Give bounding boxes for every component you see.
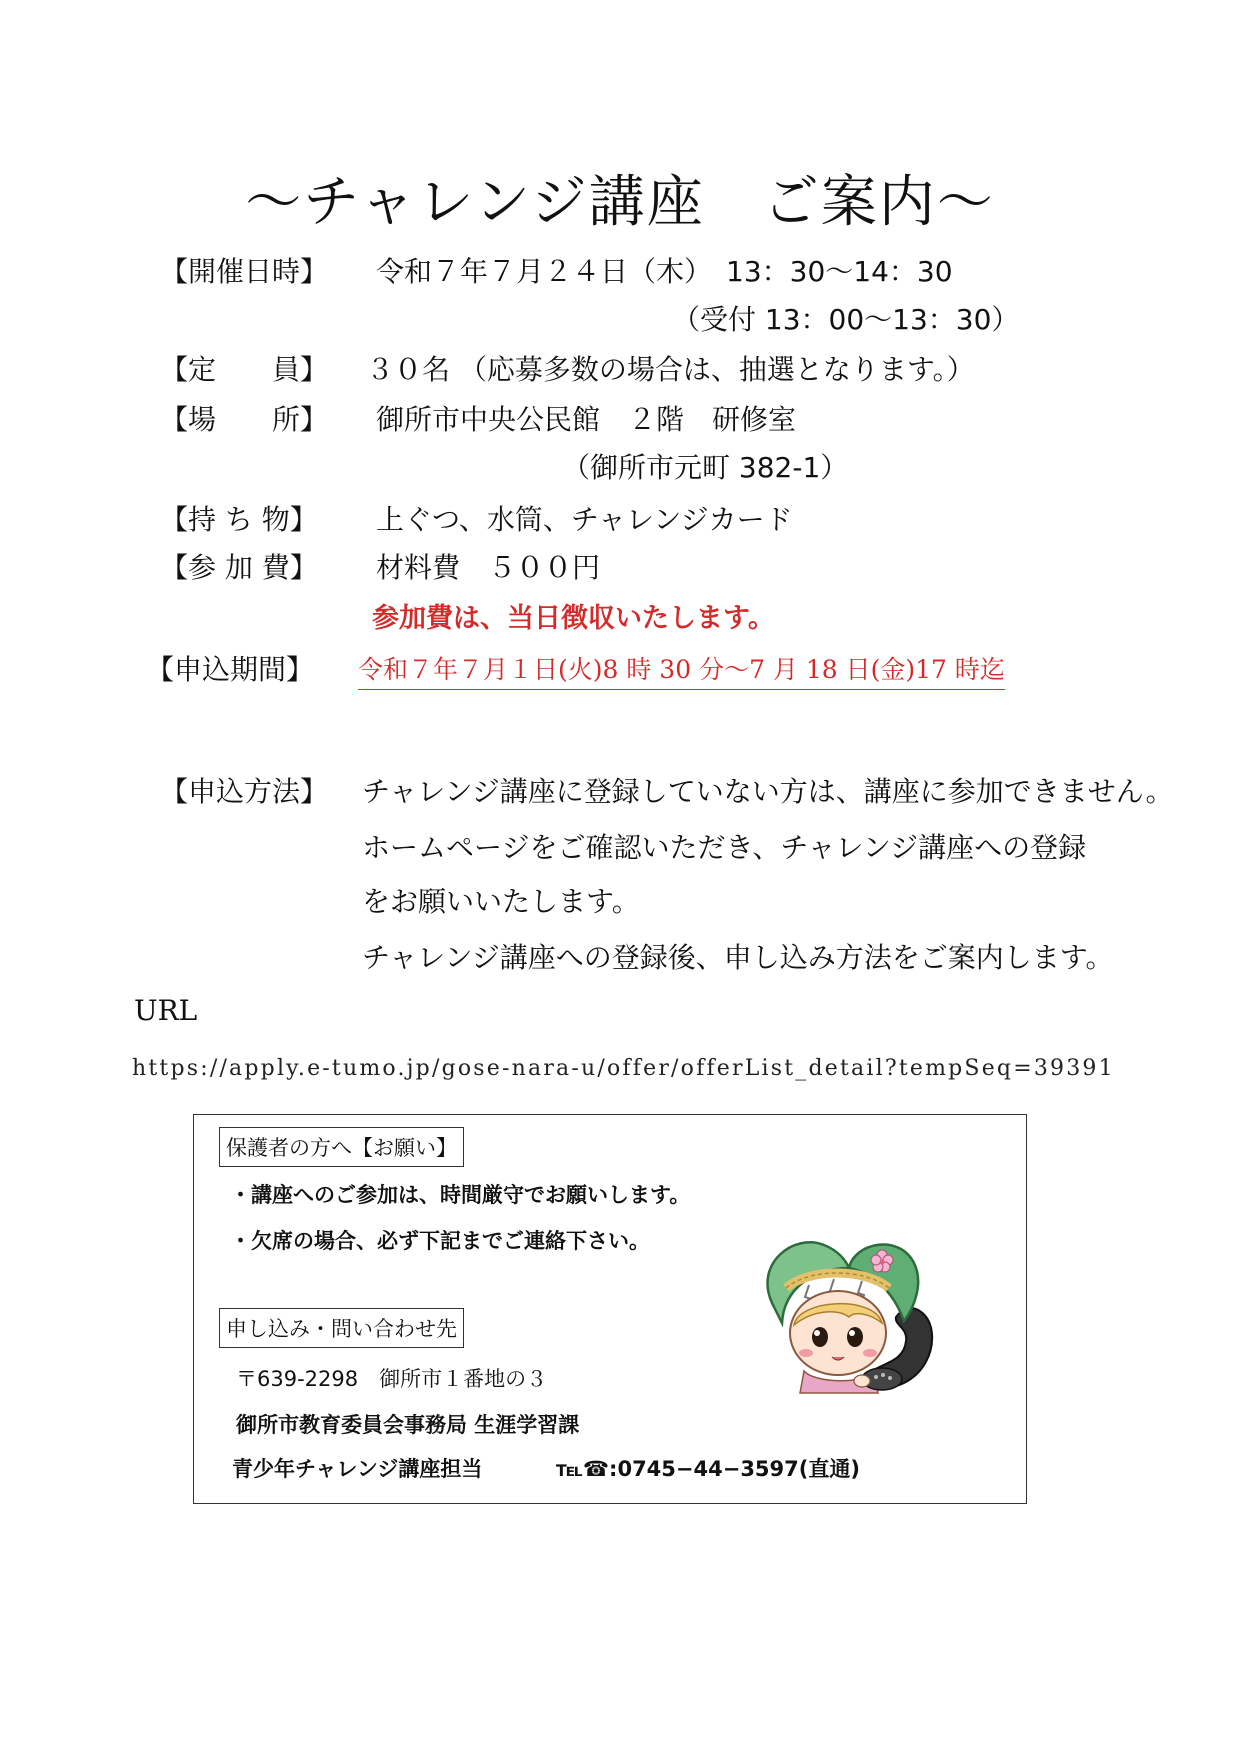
capacity-value: ３０名 （応募多数の場合は、抽選となります。） bbox=[366, 353, 975, 386]
url-label: URL bbox=[134, 994, 198, 1027]
method-line: チャレンジ講座に登録していない方は、講座に参加できません。 bbox=[362, 775, 1174, 808]
fee-note: 参加費は、当日徴収いたします。 bbox=[372, 603, 775, 634]
capacity-label: 【定 員】 bbox=[160, 353, 329, 386]
period-label: 【申込期間】 bbox=[146, 653, 315, 686]
url-link[interactable]: https://apply.e-tumo.jp/gose-nara-u/offer/offerList_detail?tempSeq=39391 bbox=[132, 1056, 1115, 1081]
datetime-value: 令和７年７月２４日（木） 13：30～14：30 bbox=[376, 255, 953, 288]
period-value: 令和７年７月１日(火)8 時 30 分～7 月 18 日(金)17 時迄 bbox=[358, 650, 1005, 690]
method-line: ホームページをご確認いただき、チャレンジ講座への登録 bbox=[362, 831, 1087, 864]
place-label: 【場 所】 bbox=[160, 403, 329, 436]
datetime-label: 【開催日時】 bbox=[160, 255, 329, 288]
items-value: 上ぐつ、水筒、チャレンジカード bbox=[376, 503, 793, 536]
items-label: 【持 ち 物】 bbox=[160, 503, 318, 536]
place-value: 御所市中央公民館 ２階 研修室 bbox=[376, 403, 797, 436]
place-address: （御所市元町 382-1） bbox=[562, 451, 849, 484]
reception-time: （受付 13：00～13：30） bbox=[672, 303, 1020, 336]
contact-address: 〒639-2298 御所市１番地の３ bbox=[236, 1367, 548, 1391]
notice-item: ・欠席の場合、必ず下記までご連絡下さい。 bbox=[230, 1229, 650, 1253]
mascot-phone-character-icon bbox=[754, 1233, 944, 1403]
notice-heading: 保護者の方へ【お願い】 bbox=[219, 1127, 464, 1167]
method-line: チャレンジ講座への登録後、申し込み方法をご案内します。 bbox=[362, 941, 1114, 974]
contact-phone: ℡☎:0745−44−3597(直通) bbox=[556, 1457, 860, 1481]
contact-person: 青少年チャレンジ講座担当 bbox=[232, 1457, 483, 1481]
contact-heading: 申し込み・問い合わせ先 bbox=[219, 1308, 464, 1348]
notice-item: ・講座へのご参加は、時間厳守でお願いします。 bbox=[230, 1183, 691, 1207]
method-line: をお願いいたします。 bbox=[362, 885, 640, 918]
method-label: 【申込方法】 bbox=[160, 775, 329, 808]
fee-label: 【参 加 費】 bbox=[160, 551, 318, 584]
contact-office: 御所市教育委員会事務局 生涯学習課 bbox=[236, 1413, 580, 1437]
page-title: ～チャレンジ講座 ご案内～ bbox=[245, 170, 995, 235]
notice-box bbox=[193, 1114, 1027, 1504]
fee-value: 材料費 ５００円 bbox=[376, 551, 601, 584]
